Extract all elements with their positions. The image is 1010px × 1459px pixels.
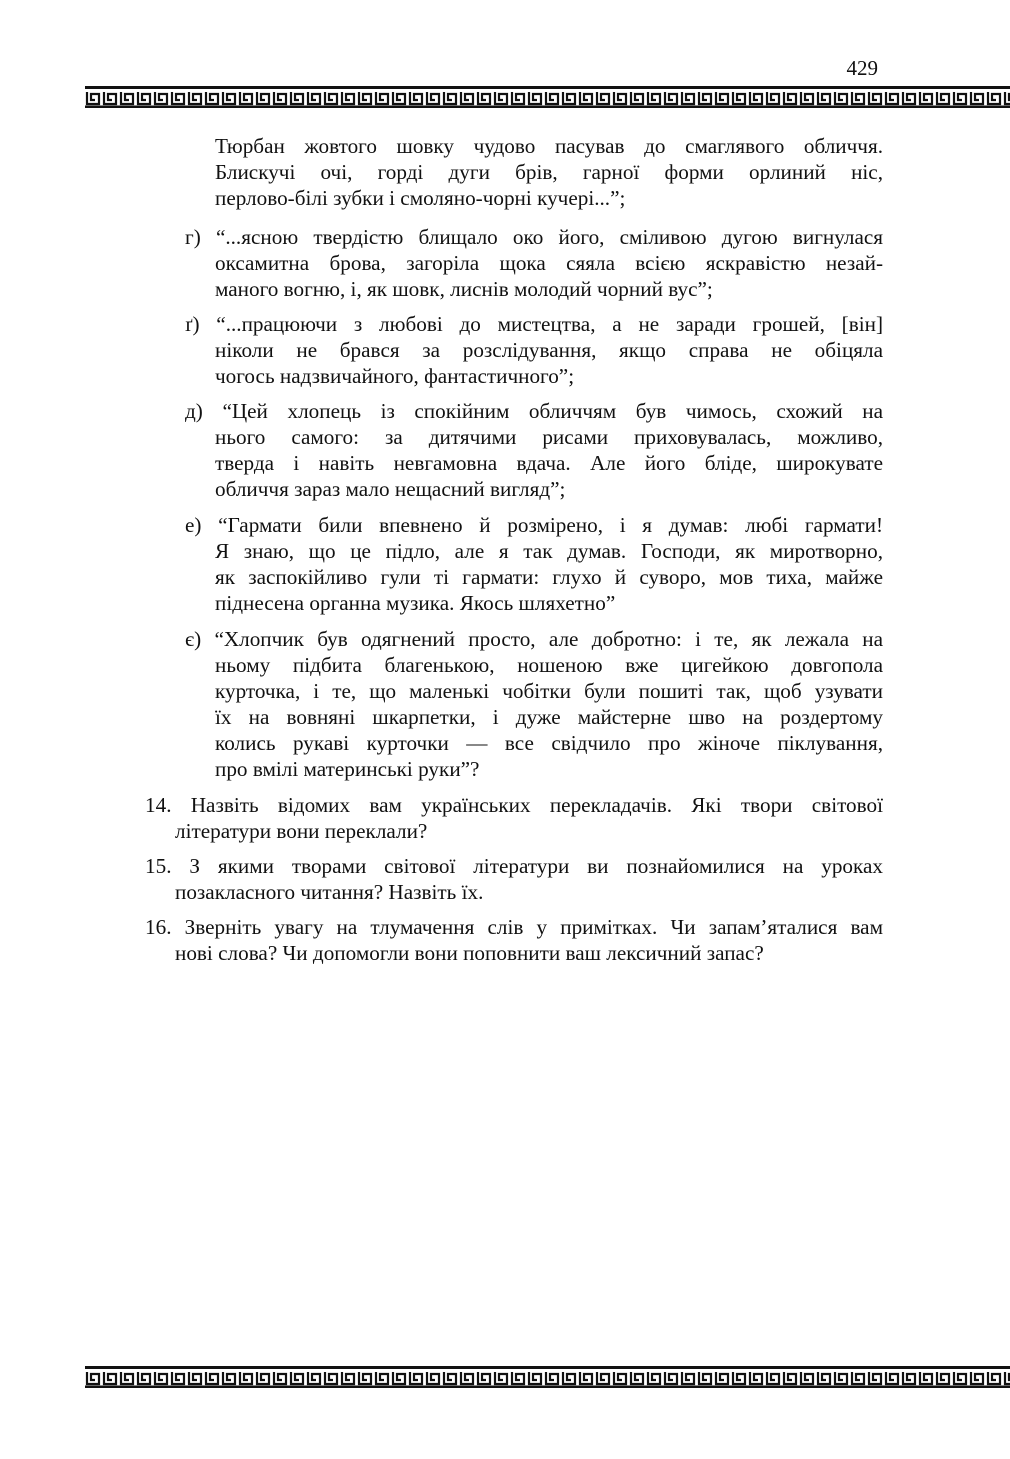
- meander-pattern-bottom: [85, 1366, 1010, 1388]
- item-label: є): [185, 627, 202, 651]
- text-line: піднесена органна музика. Якось шляхетно”: [215, 591, 616, 615]
- item-label: 16.: [145, 915, 172, 939]
- text-line: [185, 224, 883, 250]
- text-line: [145, 914, 883, 940]
- text-line-content: “Хлопчик був одягнений просто, але добротно: і те, як лежала на: [214, 627, 884, 651]
- text-line: позакласного читання? Назвіть їх.: [175, 880, 484, 904]
- text-line-content: “...ясною твердістю блищало око його, сміливою дугою вигнулася: [215, 225, 884, 249]
- item-label: 15.: [145, 854, 172, 878]
- text-line: ньому підбита благенькою, ношеною вже цигейкою довгопола: [215, 653, 883, 677]
- text-line: [145, 853, 883, 879]
- text-line: чогось надзвичайного, фантастичного”;: [215, 364, 575, 388]
- text-line-content: З якими творами світової літератури ви познайомилися на уроках: [189, 854, 884, 878]
- text-line: Тюрбан жовтого шовку чудово пасував до смаглявого обличчя.: [215, 134, 883, 158]
- text-line: маного вогню, і, як шовк, лиснів молодий чорний вус”;: [215, 277, 713, 301]
- text-line: як заспокійливо гули ті гармати: глухо й суворо, мов тиха, майже: [215, 565, 883, 589]
- text-line: їх на вовняні шкарпетки, і дуже майстерне шво на роздертому: [215, 705, 883, 729]
- text-line: [145, 792, 883, 818]
- text-line: перлово-білі зубки і смоляно-чорні кучері...”;: [215, 186, 626, 210]
- item-label: г): [185, 225, 201, 249]
- text-line: літератури вони переклали?: [175, 819, 428, 843]
- list-item-e: [185, 512, 883, 616]
- item-label: д): [185, 399, 203, 423]
- text-line: [185, 626, 883, 652]
- text-line-content: “Цей хлопець із спокійним обличчям був чимось, схожий на: [222, 399, 883, 423]
- text-line: оксамитна брова, загоріла щока сяяла всією яскравістю незай-: [215, 251, 883, 275]
- text-line-content: Назвіть відомих вам українських перекладачів. Які твори світової: [190, 793, 883, 817]
- text-line: [185, 512, 883, 538]
- text-line: тверда і навіть невгамовна вдача. Але його бліде, широкувате: [215, 451, 883, 475]
- item-label: ґ): [185, 312, 200, 336]
- text-line: колись рукаві курточки — все свідчило про жіноче піклування,: [215, 731, 883, 755]
- text-line: Я знаю, що це підло, але я так думав. Господи, як миротворно,: [215, 539, 883, 563]
- text-line: курточка, і те, що маленькі чобітки були пошиті так, щоб узувати: [215, 679, 883, 703]
- decorative-border-bottom: [85, 1366, 1010, 1388]
- list-item-g: [185, 224, 883, 302]
- page-number: 429: [846, 56, 878, 80]
- text-line: [185, 311, 883, 337]
- text-line-content: “...працюючи з любові до мистецтва, а не заради грошей, [він]: [216, 312, 884, 336]
- list-item-ye: [185, 626, 883, 782]
- text-line: [185, 398, 883, 424]
- quote-continuation: [215, 133, 883, 211]
- text-line: про вмілі материнські руки”?: [215, 757, 480, 781]
- decorative-border-top: [85, 86, 1010, 108]
- text-line: нові слова? Чи допомогли вони поповнити ваш лексичний запас?: [175, 941, 764, 965]
- text-line: нього самого: за дитячими рисами приховувалась, можливо,: [215, 425, 883, 449]
- item-label: 14.: [145, 793, 172, 817]
- text-line-content: Зверніть увагу на тлумачення слів у примітках. Чи запам’яталися вам: [184, 915, 883, 939]
- text-line: обличчя зараз мало нещасний вигляд”;: [215, 477, 566, 501]
- question-14: [145, 792, 883, 844]
- meander-pattern-top: [85, 86, 1010, 108]
- question-15: [145, 853, 883, 905]
- text-line: ніколи не брався за розслідування, якщо справа не обіцяла: [215, 338, 883, 362]
- text-line-content: “Гармати били впевнено й розмірено, і я думав: любі гармати!: [218, 513, 883, 537]
- list-item-d: [185, 398, 883, 502]
- item-label: е): [185, 513, 202, 537]
- text-line: Блискучі очі, горді дуги брів, гарної форми орлиний ніс,: [215, 160, 883, 184]
- list-item-g-ukr: [185, 311, 883, 389]
- question-16: [145, 914, 883, 966]
